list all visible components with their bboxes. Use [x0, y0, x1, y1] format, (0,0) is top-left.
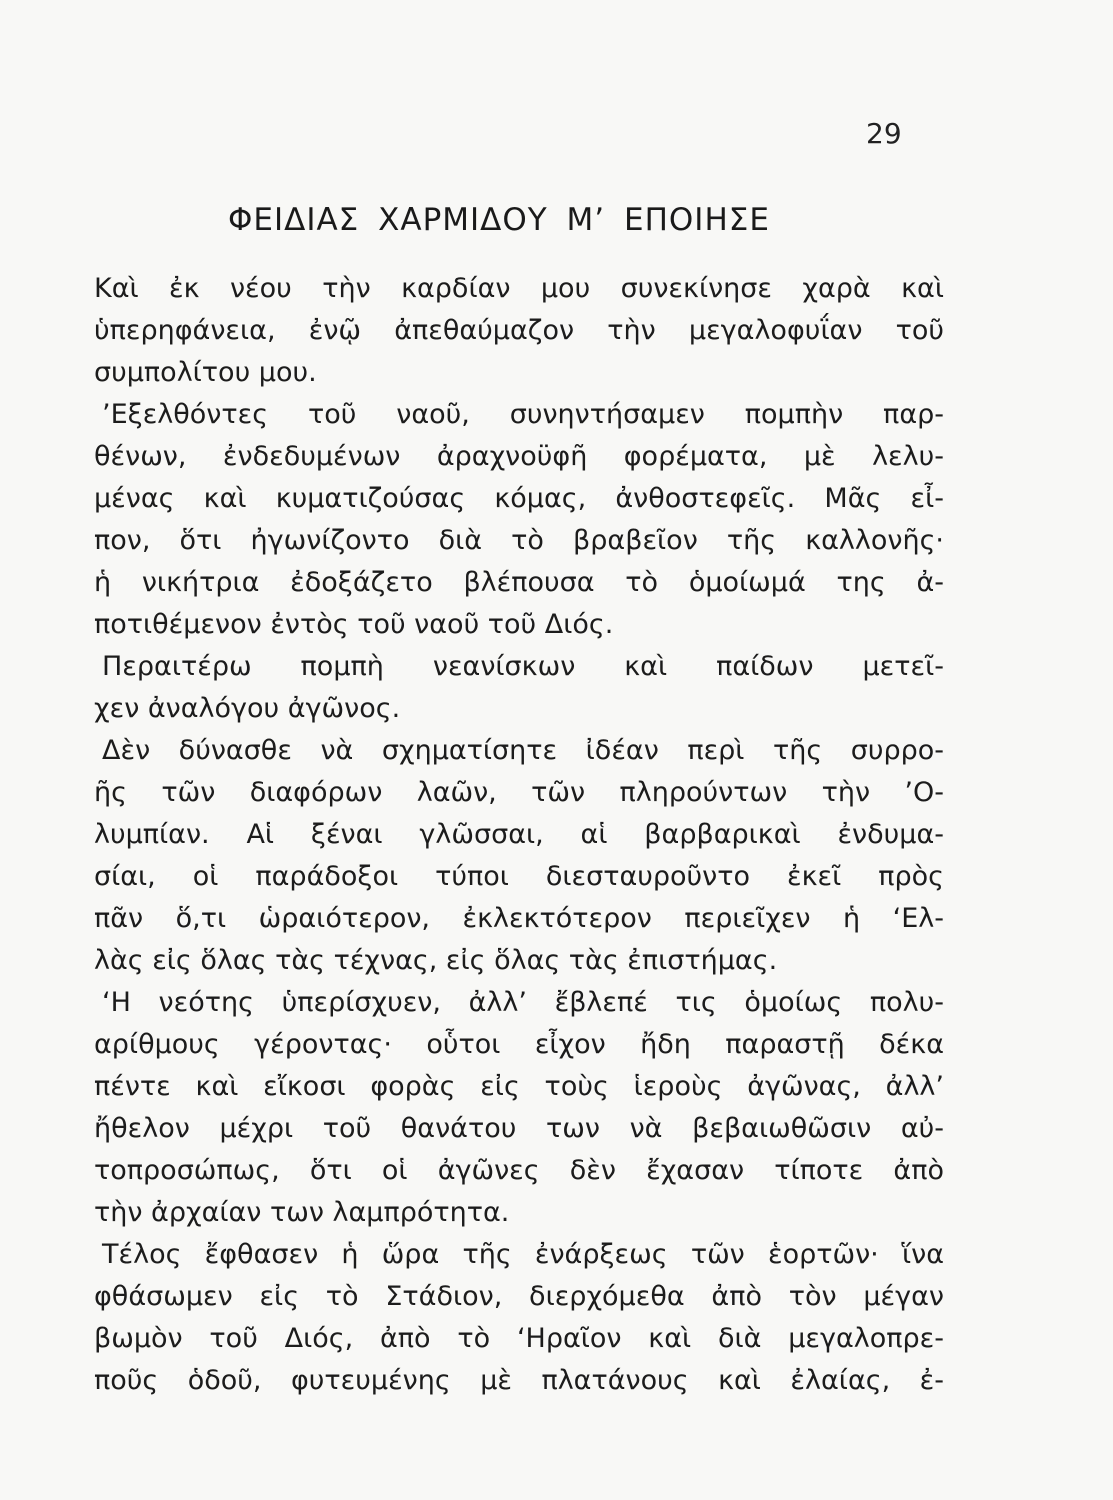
page-number: 29 — [866, 117, 902, 150]
text-line: τοπροσώπως, ὅτι οἱ ἀγῶνες δὲν ἔχασαν τίποτε ἀπὸ — [94, 1155, 944, 1186]
text-line: Καὶ ἐκ νέου τὴν καρδίαν μου συνεκίνησε χαρὰ καὶ — [94, 273, 944, 304]
text-line: ποῦς ὁδοῦ, φυτευμένης μὲ πλατάνους καὶ ἐλαίας, ἐ- — [94, 1365, 944, 1396]
text-line: λυμπίαν. Αἱ ξέναι γλῶσσαι, αἱ βαρβαρικαὶ ἐνδυμα- — [94, 819, 944, 850]
chapter-heading: ΦΕΙΔΙΑΣ ΧΑΡΜΙΔΟΥ Μ’ ΕΠΟΙΗΣΕ — [228, 202, 770, 238]
text-line: ἤθελον μέχρι τοῦ θανάτου των νὰ βεβαιωθῶσιν αὐ- — [94, 1113, 944, 1144]
text-line: αρίθμους γέροντας· οὗτοι εἶχον ἤδη παραστῇ δέκα — [94, 1029, 944, 1060]
text-line: μένας καὶ κυματιζούσας κόμας, ἀνθοστεφεῖς. Μᾶς εἶ- — [94, 483, 944, 514]
text-line: συμπολίτου μου. — [94, 357, 317, 388]
text-line: Τέλος ἔφθασεν ἡ ὥρα τῆς ἐνάρξεως τῶν ἑορτῶν· ἵνα — [102, 1239, 944, 1270]
text-line: Περαιτέρω πομπὴ νεανίσκων καὶ παίδων μετεῖ- — [102, 651, 944, 682]
text-line: λὰς εἰς ὅλας τὰς τέχνας, εἰς ὅλας τὰς ἐπιστήμας. — [94, 945, 778, 976]
text-line: πᾶν ὅ,τι ὡραιότερον, ἐκλεκτότερον περιεῖχεν ἡ ‘Ελ- — [94, 903, 944, 934]
text-line: θένων, ἐνδεδυμένων ἀραχνοϋφῆ φορέματα, μὲ λελυ- — [94, 441, 944, 472]
text-line: ῆς τῶν διαφόρων λαῶν, τῶν πληρούντων τὴν ’Ο- — [94, 777, 944, 808]
text-line: χεν ἀναλόγου ἀγῶνος. — [94, 693, 401, 724]
text-line: ὑπερηφάνεια, ἐνῷ ἀπεθαύμαζον τὴν μεγαλοφυΐαν τοῦ — [94, 315, 944, 346]
text-line: φθάσωμεν εἰς τὸ Στάδιον, διερχόμεθα ἀπὸ τὸν μέγαν — [94, 1281, 944, 1312]
text-line: πον, ὅτι ἠγωνίζοντο διὰ τὸ βραβεῖον τῆς καλλονῆς· — [94, 525, 944, 556]
text-line: ‘Η νεότης ὑπερίσχυεν, ἀλλ’ ἔβλεπέ τις ὁμοίως πολυ- — [102, 987, 944, 1018]
text-line: σίαι, οἱ παράδοξοι τύποι διεσταυροῦντο ἐκεῖ πρὸς — [94, 861, 944, 892]
text-line: πέντε καὶ εἴκοσι φορὰς εἰς τοὺς ἱεροὺς ἀγῶνας, ἀλλ’ — [94, 1071, 944, 1102]
text-line: ἡ νικήτρια ἐδοξάζετο βλέπουσα τὸ ὁμοίωμά της ἀ- — [94, 567, 944, 598]
text-line: ποτιθέμενον ἐντὸς τοῦ ναοῦ τοῦ Διός. — [94, 609, 614, 640]
text-line: ’Εξελθόντες τοῦ ναοῦ, συνηντήσαμεν πομπὴν παρ- — [102, 399, 944, 430]
text-line: βωμὸν τοῦ Διός, ἀπὸ τὸ ‘Ηραῖον καὶ διὰ μεγαλοπρε- — [94, 1323, 944, 1354]
body-text — [94, 268, 944, 1402]
text-line: τὴν ἀρχαίαν των λαμπρότητα. — [94, 1197, 510, 1228]
text-line: Δὲν δύνασθε νὰ σχηματίσητε ἰδέαν περὶ τῆς συρρο- — [102, 735, 944, 766]
